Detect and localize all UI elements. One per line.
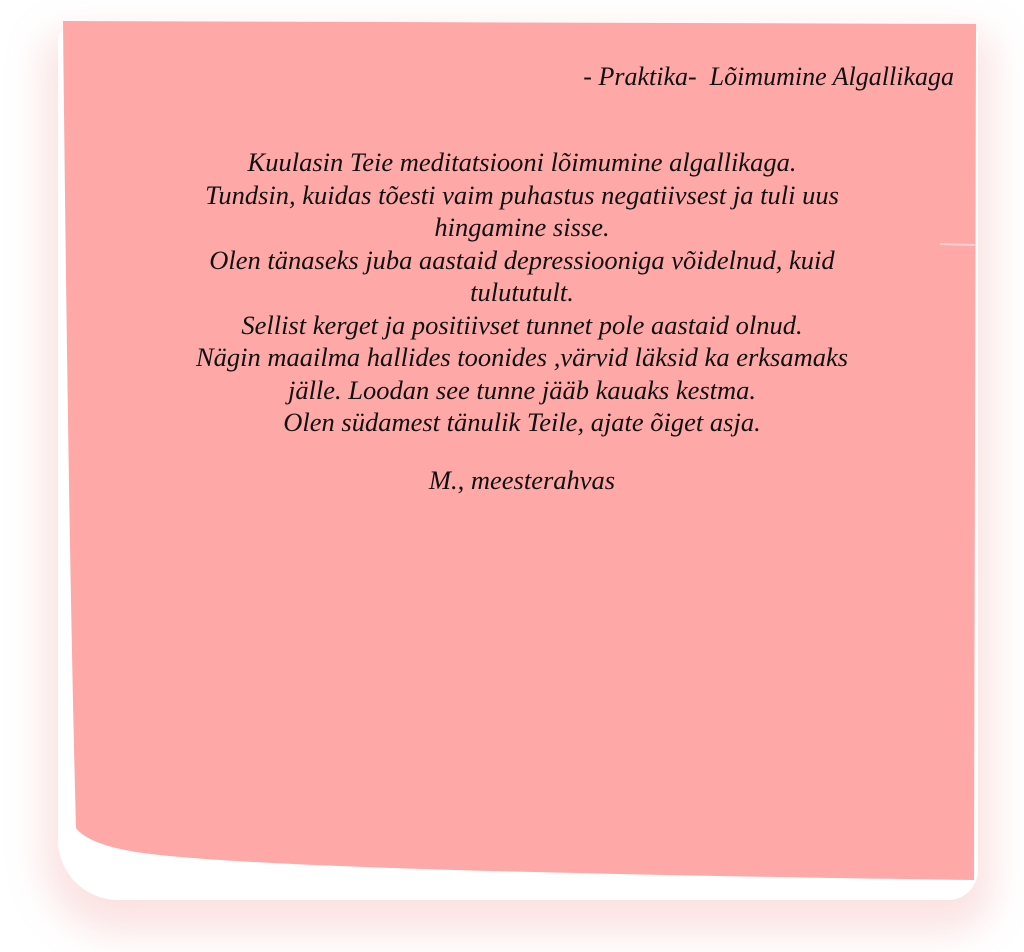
text-line: tulututult. xyxy=(470,277,574,307)
text-line: Kuulasin Teie meditatsiooni lõimumine algallikaga. xyxy=(247,147,797,177)
testimonial-text xyxy=(72,146,972,439)
text-line: Olen südamest tänulik Teile, ajate õiget asja. xyxy=(283,407,761,437)
text-line: jälle. Loodan see tunne jääb kauaks kestma. xyxy=(287,374,757,405)
signature: M., meesterahvas xyxy=(428,465,616,495)
text-line: Olen tänaseks juba aastaid depressiooniga võidelnud, kuid xyxy=(209,244,835,275)
note-title: - Praktika- Lõimumine Algallikaga xyxy=(583,62,954,91)
text-line: hingamine sisse. xyxy=(434,212,610,242)
text-line: Tundsin, kuidas tõesti vaim puhastus negatiivsest ja tuli uus xyxy=(205,179,839,210)
note-content xyxy=(72,22,972,842)
text-line: Sellist kerget ja positiivset tunnet pole aastaid olnud. xyxy=(241,309,803,340)
text-line: Nägin maailma hallides toonides ,värvid läksid ka erksamaks xyxy=(195,342,849,372)
